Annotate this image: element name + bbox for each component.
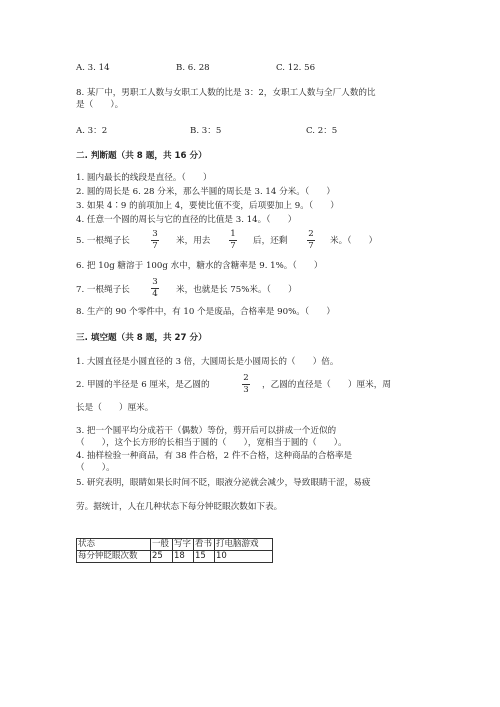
- fraction-numerator: 3: [152, 277, 158, 287]
- s3-q1: 1. 大圆直径是小圆直径的 3 倍，大圆周长是小圆周长的（ ）倍。: [76, 357, 339, 367]
- s2-q7-part1: 7. 一根绳子长: [76, 285, 130, 295]
- fraction-denominator: 7: [308, 241, 314, 251]
- table-cell: 15: [194, 551, 215, 563]
- s2-q8: 8. 生产的 90 个零件中，有 10 个是废品，合格率是 90%。（ ）: [76, 307, 335, 317]
- q8-option-c: C. 2：5: [306, 126, 338, 136]
- fraction-denominator: 4: [152, 289, 158, 299]
- q7-option-a: A. 3. 14: [76, 63, 110, 73]
- table-header-cell: 打电脑游戏: [215, 539, 273, 551]
- table-header-row: [77, 539, 273, 551]
- s2-q5-fraction2: [228, 229, 238, 252]
- table-header-cell: 写字: [173, 539, 194, 551]
- blink-rate-table: [76, 538, 273, 563]
- q7-option-c: C. 12. 56: [276, 63, 316, 73]
- s2-q5-fraction3: [306, 229, 316, 252]
- table-header-cell: 一般: [151, 539, 173, 551]
- s2-q5-fraction1: [150, 229, 160, 252]
- s2-q4: 4. 任意一个圆的周长与它的直径的比值是 3. 14。（ ）: [76, 215, 297, 225]
- fraction-numerator: 2: [243, 373, 249, 383]
- s3-q4: 4. 抽样检验一种商品，有 38 件合格，2 件不合格，这种商品的合格率是: [76, 451, 353, 461]
- s3-q5-line2: 劳。据统计，人在几种状态下每分钟眨眼次数如下表。: [76, 502, 283, 512]
- s2-q5-part2: 米，用去: [176, 236, 211, 246]
- fraction-denominator: 7: [152, 241, 158, 251]
- s2-q5-part3: 后，还剩: [253, 236, 288, 246]
- fraction-denominator: 7: [230, 241, 236, 251]
- q8-stem-line2: 是（ ）。: [76, 100, 124, 110]
- table-cell: 每分钟眨眼次数: [77, 551, 151, 563]
- q8-stem-line1: 8. 某厂中，男职工人数与女职工人数的比是 3：2，女职工人数与全厂人数的比: [76, 88, 376, 98]
- q8-option-a: A. 3：2: [76, 126, 108, 136]
- table-header-cell: 看书: [194, 539, 215, 551]
- s2-q6: 6. 把 10g 糖溶于 100g 水中，糖水的含糖率是 9. 1%。（ ）: [76, 261, 323, 271]
- fraction-numerator: 2: [308, 229, 314, 239]
- section3-heading: 三. 填空题（共 8 题，共 27 分）: [76, 333, 207, 343]
- s3-q2-part2: ，乙圆的直径是（ ）厘米，周: [262, 380, 391, 390]
- s3-q3-line1: 3. 把一个圆平均分成若干（偶数）等份，剪开后可以拼成一个近似的: [76, 426, 337, 436]
- s2-q5-part4: 米。（ ）: [330, 236, 378, 246]
- s2-q3: 3. 如果 4∶9 的前项加上 4，要使比值不变，后项要加上 9。（ ）: [76, 201, 339, 211]
- s3-q2-line2: 长是（ ）厘米。: [76, 403, 154, 413]
- s3-q4-line2: （ ）。: [76, 463, 115, 473]
- table-row: [77, 551, 273, 563]
- s2-q7-part2: 米，也就是长 75%米。（ ）: [176, 285, 297, 295]
- q7-option-b: B. 6. 28: [176, 63, 210, 73]
- s3-q5-line1: 5. 研究表明，眼睛如果长时间不眨，眼液分泌就会减少，导致眼睛干涩，易疲: [76, 478, 371, 488]
- table-header-cell: 状态: [77, 539, 151, 551]
- s2-q5-part1: 5. 一根绳子长: [76, 236, 130, 246]
- s3-q2-fraction: [241, 373, 251, 396]
- q8-option-b: B. 3：5: [190, 126, 222, 136]
- table-cell: 10: [215, 551, 273, 563]
- table-cell: 18: [173, 551, 194, 563]
- s2-q2: 2. 圆的周长是 6. 28 分米，那么半圆的周长是 3. 14 分米。（ ）: [76, 187, 335, 197]
- fraction-numerator: 1: [230, 229, 236, 239]
- section2-heading: 二. 判断题（共 8 题，共 16 分）: [76, 151, 207, 161]
- s2-q7-fraction: [150, 277, 160, 300]
- fraction-denominator: 3: [243, 385, 249, 395]
- s2-q1: 1. 圆内最长的线段是直径。（ ）: [76, 173, 212, 183]
- table-cell: 25: [151, 551, 173, 563]
- fraction-numerator: 3: [152, 229, 158, 239]
- s3-q2-part1: 2. 甲圆的半径是 6 厘米，是乙圆的: [76, 380, 210, 390]
- s3-q3-line2: （ ），这个长方形的长相当于圆的（ ），宽相当于圆的（ ）。: [76, 438, 347, 448]
